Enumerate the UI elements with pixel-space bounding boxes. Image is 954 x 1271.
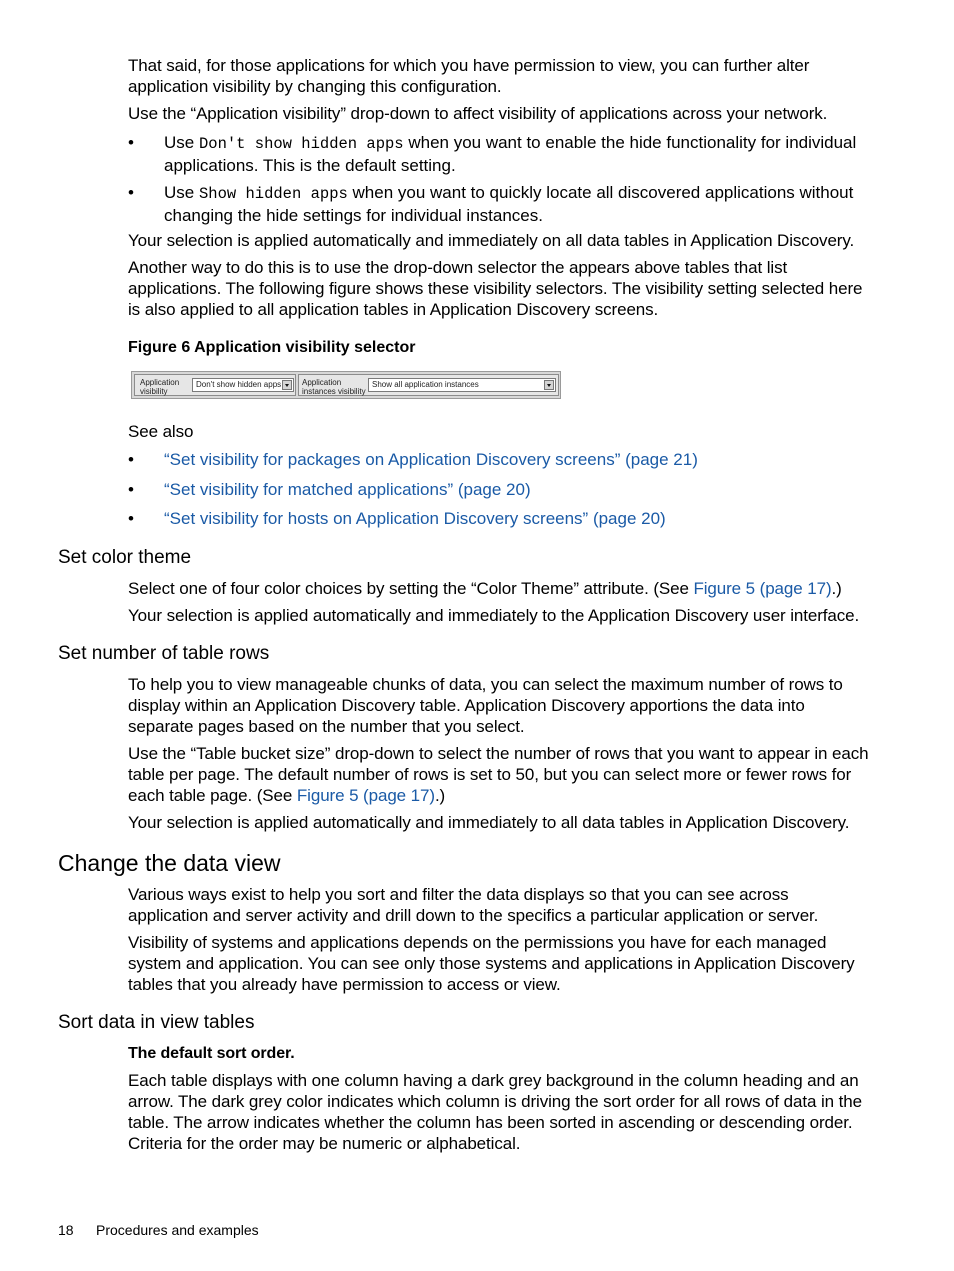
see-also-link-hosts[interactable]: “Set visibility for hosts on Application Discovery screens” (page 20): [164, 509, 666, 528]
application-visibility-dropdown[interactable]: Don't show hidden apps: [192, 378, 294, 392]
figure-caption: Figure 6 Application visibility selector: [128, 339, 416, 356]
heading-change-the-data-view: Change the data view: [58, 850, 281, 876]
sort-default-order-label: The default sort order.: [128, 1045, 295, 1062]
bullet-dot-icon: •: [128, 133, 134, 152]
dropdown-arrow-icon[interactable]: [282, 380, 292, 390]
data-view-paragraph-2: Visibility of systems and applications depends on the permissions you have for each managed system and application. You can see only those systems and applications in Application Discovery tables that you already have permission to access or view.: [128, 933, 855, 994]
bullet-dot-icon: •: [128, 480, 134, 499]
data-view-paragraph-1: Various ways exist to help you sort and filter the data displays so that you can see across application and server activity and drill down to the specifics a particular application or server.: [128, 885, 819, 925]
heading-set-color-theme: Set color theme: [58, 547, 192, 568]
see-also-label: See also: [128, 422, 194, 441]
document-page: That said, for those applications for which you have permission to view, you can further alter application visibility by changing this configuration. Use the “Application visibility” drop-down to affect visibility of applications across your network. • Use Don't show hidden apps when you want to enable the hide functionality for individual applications. This is the default setting. • Use Show hidden apps when you want to quickly locate all discovered applications without changing the hide settings for individual instances. Your selection is applied automatically and immediately on all data tables in Application Discovery. Another way to do this is to use the drop-down selector the appears above tables that list applications. The following figure shows these visibility selectors. The visibility setting selected here is also applied to all application tables in Application Discovery screens. Figure 6 Application visibility selector Application visibility Don't show hidden apps Application instances visibility Show all application instances See also • “Set visibility for packages on Application Discovery screens” (page 21) • “Set visibility for matched applications” (page 20) • “Set visibility for hosts on Application Discovery screens” (page 20) Set color theme Select one of four color choices by setting the “Color Theme” attribute. (See Figure 5 (page 17).) Your selection is applied automatically and immediately to the Application Discovery user interface. Set number of table rows To help you to view manageable chunks of data, you can select the maximum number of rows to display within an Application Discovery table. Application Discovery apportions the data into separate pages based on the number that you select. Use the “Table bucket size” drop-down to select the number of rows that you want to appear in each table per page. The default number of rows is set to 50, but you can select more or fewer rows for each table page. (See Figure 5 (page 17).) Your selection is applied automatically and immediately to all data tables in Application Discovery. Change the data view Various ways exist to help you sort and filter the data displays so that you can see across application and server activity and drill down to the specifics a particular application or server. Visibility of systems and applications depends on the permissions you have for each managed system and application. You can see only those systems and applications in Application Discovery tables that you already have permission to access or view. Sort data in view tables The default sort order. Each table displays with one column having a dark grey background in the column heading and an arrow. The dark grey color indicates which column is driving the sort order for all rows of data in the table. The arrow indicates whether the column has been sorted in ascending or descending order. Criteria for the order may be numeric or alphabetical. 18 Procedures and examples: [58, 56, 869, 1238]
application-visibility-group: [134, 374, 296, 396]
heading-set-number-of-table-rows: Set number of table rows: [58, 643, 270, 664]
heading-sort-data-in-view-tables: Sort data in view tables: [58, 1012, 255, 1033]
intro-paragraph-1: That said, for those applications for which you have permission to view, you can further alter application visibility by changing this configuration.: [128, 56, 810, 96]
dropdown-arrow-icon[interactable]: [544, 380, 554, 390]
footer-section-title: Procedures and examples: [96, 1222, 259, 1238]
bullet-dot-icon: •: [128, 183, 134, 202]
footer-page-number: 18: [58, 1222, 74, 1238]
intro-paragraph-2: Use the “Application visibility” drop-down to affect visibility of applications across your network.: [128, 104, 828, 123]
color-theme-paragraph-1: Select one of four color choices by setting the “Color Theme” attribute. (See Figure 5 (page 17).): [128, 579, 842, 598]
color-theme-paragraph-2: Your selection is applied automatically and immediately to the Application Discovery user interface.: [128, 606, 860, 625]
intro-paragraph-4: Another way to do this is to use the drop-down selector the appears above tables that list applications. The following figure shows these visibility selectors. The visibility setting selected here is also applied to all application tables in Application Discovery screens.: [128, 258, 863, 319]
table-rows-paragraph-2: Use the “Table bucket size” drop-down to select the number of rows that you want to appear in each table per page. The default number of rows is set to 50, but you can select more or fewer rows for each table page. (See Figure 5 (page 17).): [128, 744, 869, 805]
sort-paragraph-1: Each table displays with one column having a dark grey background in the column heading and an arrow. The dark grey color indicates which column is driving the sort order for all rows of data in the table. The arrow indicates whether the column has been sorted in ascending or descending order. Criteria for the order may be numeric or alphabetical.: [128, 1071, 862, 1153]
application-visibility-label: Application visibility: [140, 378, 180, 396]
code-show-hidden-apps: Show hidden apps: [198, 185, 348, 203]
bullet-dot-icon: •: [128, 509, 134, 528]
figure-5-link[interactable]: Figure 5 (page 17): [296, 786, 435, 805]
application-visibility-selector-figure: [131, 371, 561, 399]
bullet-dot-icon: •: [128, 450, 134, 469]
application-instances-visibility-group: [298, 374, 559, 396]
intro-paragraph-3: Your selection is applied automatically and immediately on all data tables in Application Discovery.: [128, 231, 855, 250]
table-rows-paragraph-3: Your selection is applied automatically and immediately to all data tables in Application Discovery.: [128, 813, 850, 832]
application-instances-visibility-dropdown[interactable]: Show all application instances: [368, 378, 556, 392]
application-instances-visibility-label: Application instances visibility: [302, 378, 366, 396]
see-also-link-matched-applications[interactable]: “Set visibility for matched applications” (page 20): [164, 480, 531, 499]
table-rows-paragraph-1: To help you to view manageable chunks of data, you can select the maximum number of rows to display within an Application Discovery table. Application Discovery apportions the data into separate pages based on the number that you select.: [128, 675, 843, 736]
code-dont-show-hidden-apps: Don't show hidden apps: [198, 135, 404, 153]
figure-5-link[interactable]: Figure 5 (page 17): [693, 579, 832, 598]
see-also-link-packages[interactable]: “Set visibility for packages on Application Discovery screens” (page 21): [164, 450, 698, 469]
